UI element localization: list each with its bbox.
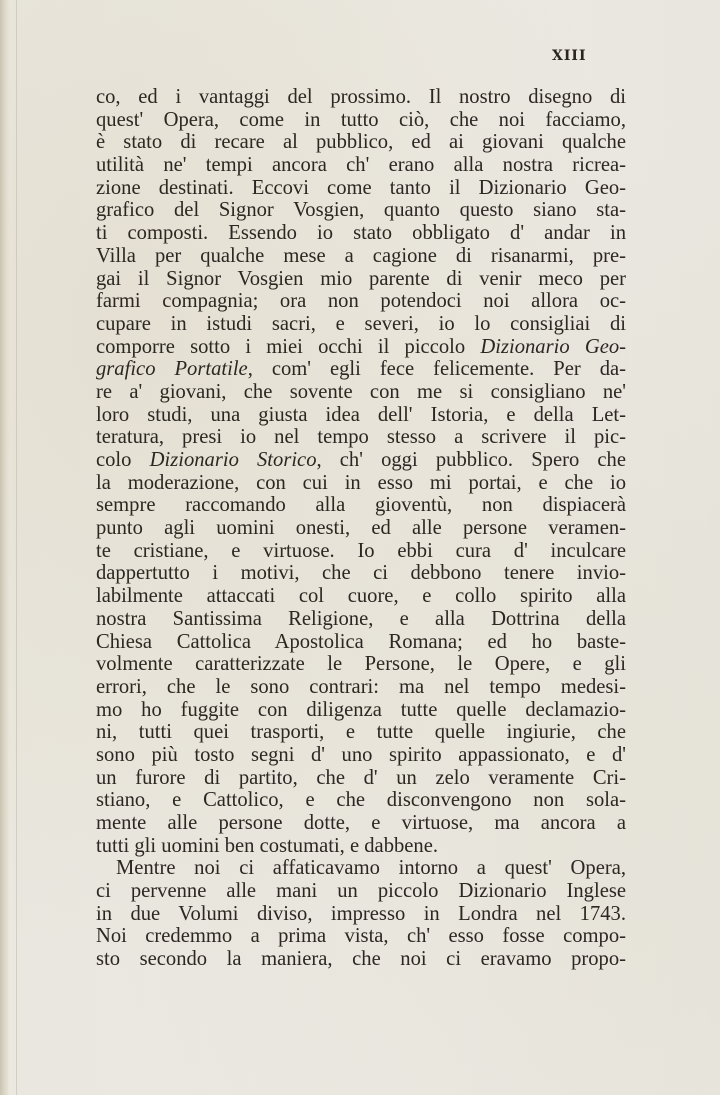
text-line [96,449,626,472]
text-line: dappertutto i motivi, che ci debbono tenere invio- [96,562,626,585]
text-line: la moderazione, con cui in esso mi portai, e che io [96,471,626,494]
italic-title: Dizionario Storico [149,449,317,471]
text-line: teratura, presi io nel tempo stesso a scrivere il pic- [96,426,626,449]
italic-title: grafico Portatile [96,358,248,381]
text-segment: , ch' oggi pubblico. Spero che [316,449,626,471]
text-line: è stato di recare al pubblico, ed ai giovani qualche [96,131,626,154]
text-line [96,358,626,381]
paragraph-start-line: Mentre noi ci affaticavamo intorno a quest' Opera, [116,857,626,880]
text-line: labilmente attaccati col cuore, e collo spirito alla [96,585,626,608]
text-line: cupare in istudi sacri, e severi, io lo consigliai di [96,312,626,335]
text-line [96,336,626,359]
text-line: Villa per qualche mese a cagione di risanarmi, pre- [96,244,626,267]
text-line: mo ho fuggite con diligenza tutte quelle declamazio- [96,698,626,721]
text-line: ti composti. Essendo io stato obbligato d' andar in [96,222,626,245]
text-segment: , com' egli fece felicemente. Per da- [247,358,626,381]
text-line: in due Volumi diviso, impresso in Londra nel 1743. [96,902,626,925]
text-line: ci pervenne alle mani un piccolo Dizionario Inglese [96,880,626,903]
text-line: sto secondo la maniera, che noi ci eravamo propo- [96,948,626,971]
text-line: grafico del Signor Vosgien, quanto questo siano sta- [96,199,626,222]
page-number-roman: XIII [552,48,587,64]
text-segment: comporre sotto i miei occhi il piccolo [96,335,481,358]
text-segment: colo [96,449,150,471]
text-line: volmente caratterizzate le Persone, le Opere, e gli [96,653,626,676]
text-line: nostra Santissima Religione, e alla Dottrina della [96,607,626,630]
text-line: Noi credemmo a prima vista, ch' esso fosse compo- [96,925,626,948]
text-line: farmi compagnia; ora non potendoci noi allora oc- [96,290,626,313]
text-line: mente alle persone dotte, e virtuose, ma ancora a [96,812,626,834]
text-line: co, ed i vantaggi del prossimo. Il nostro disegno di [96,86,626,108]
text-line: tutti gli uomini ben costumati, e dabbene. [96,834,439,857]
binding-fold-line [16,0,17,1095]
text-line: te cristiane, e virtuose. Io ebbi cura d' inculcare [96,539,626,562]
text-line: gai il Signor Vosgien mio parente di venir meco per [96,267,626,290]
text-line: re a' giovani, che sovente con me si consigliano ne' [96,380,626,403]
text-line: punto agli uomini onesti, ed alle persone veramen- [96,517,626,540]
text-line: quest' Opera, come in tutto ciò, che noi facciamo, [96,108,626,131]
text-line: un furore di partito, che d' un zelo veramente Cri- [96,766,626,789]
text-line: ni, tutti quei trasporti, e tutte quelle ingiurie, che [96,721,626,744]
text-line: utilità ne' tempi ancora ch' erano alla nostra ricrea- [96,154,626,177]
text-line: sempre raccomando alla gioventù, non dispiacerà [96,494,626,517]
page-body-text [96,86,626,971]
italic-title: Dizionario Geo- [480,335,626,358]
text-line: zione destinati. Eccovi come tanto il Dizionario Geo- [96,176,626,199]
text-line: Chiesa Cattolica Apostolica Romana; ed ho baste- [96,630,626,653]
binding-edge [0,0,8,1095]
text-line: stiano, e Cattolico, e che disconvengono non sola- [96,789,626,812]
text-line: loro studi, una giusta idea dell' Istoria, e della Let- [96,403,626,426]
text-line: sono più tosto segni d' uno spirito appassionato, e d' [96,743,626,766]
text-line: errori, che le sono contrari: ma nel tempo medesi- [96,675,626,698]
